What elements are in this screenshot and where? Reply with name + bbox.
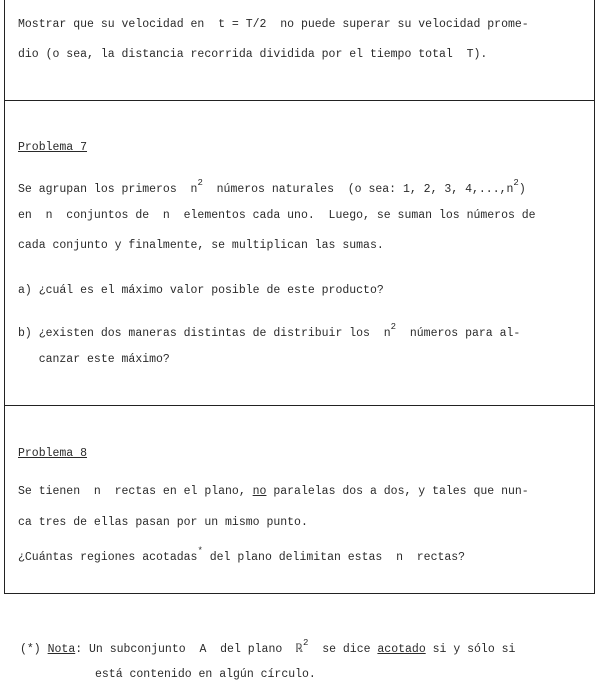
intro-line-1: Mostrar que su velocidad en t = T/2 no puede superar su velocidad prome-: [18, 18, 529, 31]
problem-8-title: Problema 8: [18, 447, 88, 460]
problem-8-line-1: Se tienen n rectas en el plano, no paralelas dos a dos, y tales que nun-: [18, 485, 529, 498]
problem-7-question-b: b) ¿existen dos maneras distintas de distribuir los $n^2$ números para al-: [18, 322, 521, 340]
frame-right-border: [594, 0, 595, 594]
problem-7-line-3: cada conjunto y finalmente, se multiplican las sumas.: [18, 239, 384, 252]
problem-7-line-1: Se agrupan los primeros $n^2$ números naturales (o sea: 1, 2, 3, $4,...,n^2$): [18, 178, 526, 196]
problem-8-line-2: ca tres de ellas pasan por un mismo punto.: [18, 516, 308, 529]
problem-8-line-3: ¿Cuántas regiones acotadas* del plano delimitan estas n rectas?: [18, 546, 466, 564]
frame-left-border: [4, 0, 5, 594]
problem-7-question-a: a) ¿cuál es el máximo valor posible de este producto?: [18, 284, 384, 297]
footnote-line-2: está contenido en algún círculo.: [95, 668, 316, 681]
footnote-line-1: (*) Nota: Un subconjunto A del plano ℝ$^2$ se dice acotado si y sólo si: [20, 638, 516, 656]
problem-7-question-b-cont: canzar este máximo?: [18, 353, 170, 366]
problem-7-line-2: en n conjuntos de n elementos cada uno. Luego, se suman los números de: [18, 209, 536, 222]
divider-3: [4, 593, 595, 594]
intro-line-2: dio (o sea, la distancia recorrida dividida por el tiempo total T).: [18, 48, 488, 61]
problem-7-title: Problema 7: [18, 141, 88, 154]
divider-2: [4, 405, 595, 406]
divider-1: [4, 100, 595, 101]
